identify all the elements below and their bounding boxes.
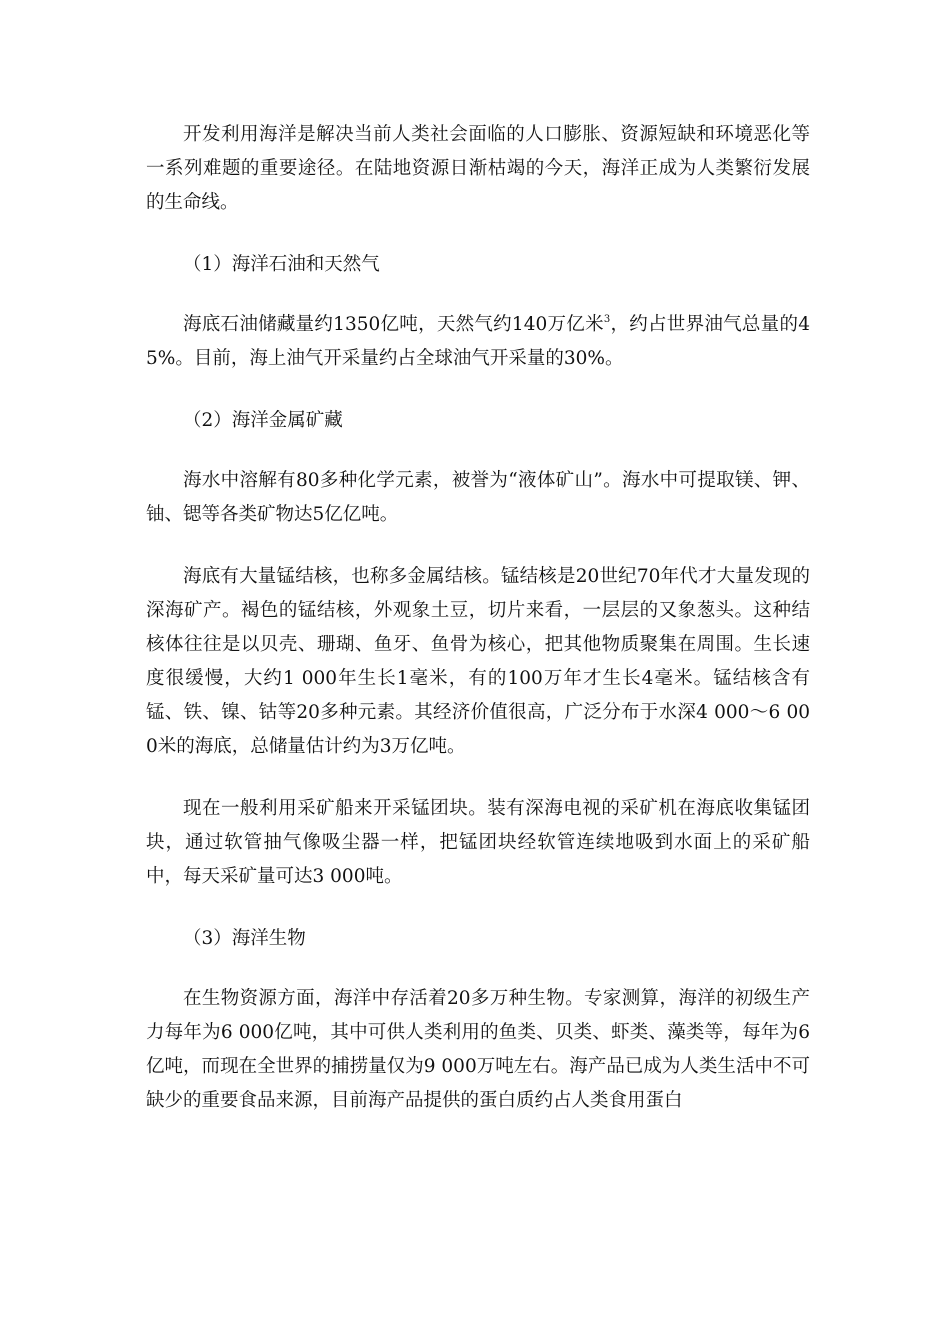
cubic-superscript: 3 xyxy=(603,314,611,325)
section-heading-oil-gas: （1）海洋石油和天然气 xyxy=(183,254,380,275)
intro-paragraph: 开发利用海洋是解决当前人类社会面临的人口膨胀、资源短缺和环境恶化等一系列难题的重要途径。在陆地资源日渐枯竭的今天，海洋正成为人类繁衍发展的生命线。 xyxy=(146,124,810,213)
oil-gas-paragraph xyxy=(146,308,810,376)
manganese-nodules-paragraph: 海底有大量锰结核，也称多金属结核。锰结核是20世纪70年代才大量发现的深海矿产。褐色的锰结核，外观象土豆，切片来看，一层层的又象葱头。这种结核体往往是以贝壳、珊瑚、鱼牙、鱼骨为核心，把其他物质聚集在周围。生长速度很缓慢，大约1 000年生长1毫米，有的100万年才生长4毫米。锰结核含有锰、铁、镍、钴等20多种元素。其经济价值很高，广泛分布于水深4 000～6 000米的海底，总储量估计约为3万亿吨。 xyxy=(146,566,810,757)
oil-gas-text-part-1: 海底石油储藏量约1350亿吨，天然气约140万亿米 xyxy=(183,314,604,335)
section-heading-metal-ores: （2）海洋金属矿藏 xyxy=(183,410,343,431)
oil-gas-text-part-2: ，约占世界油气总量的45%。目前，海上油气开采量约占全球油气开采量的30%。 xyxy=(146,314,810,369)
seawater-elements-paragraph: 海水中溶解有80多种化学元素，被誉为“液体矿山”。海水中可提取镁、钾、铀、锶等各类矿物达5亿亿吨。 xyxy=(146,470,810,525)
section-heading-marine-life: （3）海洋生物 xyxy=(183,928,306,949)
document-body xyxy=(146,118,810,1146)
marine-life-paragraph: 在生物资源方面，海洋中存活着20多万种生物。专家测算，海洋的初级生产力每年为6 000亿吨，其中可供人类利用的鱼类、贝类、虾类、藻类等，每年为6亿吨，而现在全世界的捕捞量仅为9 000万吨左右。海产品已成为人类生活中不可缺少的重要食品来源，目前海产品提供的蛋白质约占人类食用蛋白 xyxy=(146,988,810,1111)
mining-ship-paragraph: 现在一般利用采矿船来开采锰团块。装有深海电视的采矿机在海底收集锰团块，通过软管抽气像吸尘器一样，把锰团块经软管连续地吸到水面上的采矿船中，每天采矿量可达3 000吨。 xyxy=(146,798,810,887)
